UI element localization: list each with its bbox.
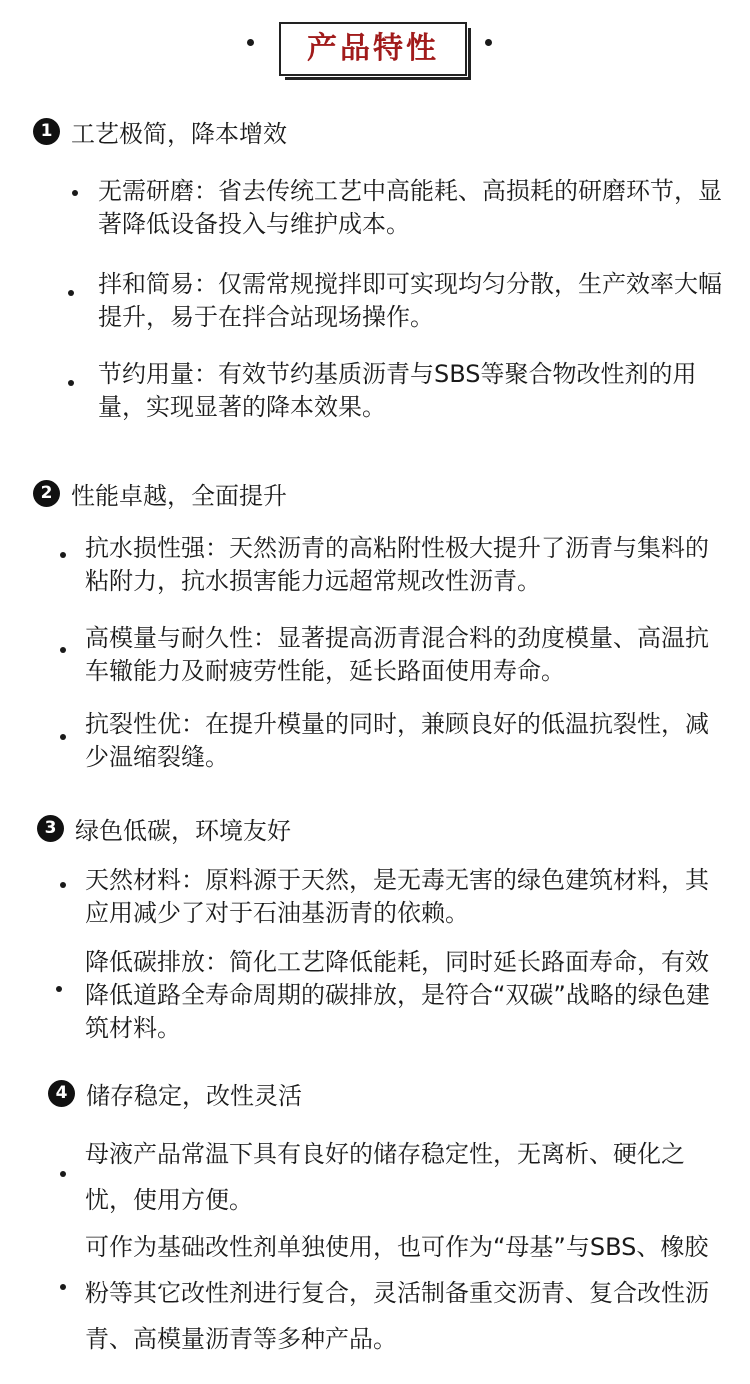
feature-item-3-2: 降低碳排放：简化工艺降低能耗，同时延长路面寿命，有效降低道路全寿命周期的碳排放，是符合“双碳”战略的绿色建筑材料。 [85,948,710,1042]
feature-item-4-1: 母液产品常温下具有良好的储存稳定性，无离析、硬化之忧，使用方便。 [85,1140,685,1214]
title-banner [0,22,750,82]
bullet-2-2 [60,647,66,653]
section-number-2: 2 [33,480,60,507]
bullet-2-1 [60,552,66,558]
bullet-4-1 [60,1171,66,1177]
bullet-3-2 [56,986,62,992]
feature-item-2-1: 抗水损性强：天然沥青的高粘附性极大提升了沥青与集料的粘附力，抗水损害能力远超常规改性沥青。 [85,534,709,595]
feature-item-4-2: 可作为基础改性剂单独使用，也可作为“母基”与SBS、橡胶粉等其它改性剂进行复合，灵活制备重交沥青、复合改性沥青、高模量沥青等多种产品。 [85,1233,709,1353]
title-dot-left [247,39,254,46]
section-title-3: 绿色低碳，环境友好 [75,816,291,845]
section-title-1: 工艺极简，降本增效 [71,119,287,148]
bullet-1-2 [68,290,74,296]
section-title-4: 储存稳定，改性灵活 [86,1081,302,1110]
section-title-2: 性能卓越，全面提升 [71,481,287,510]
feature-item-2-3: 抗裂性优：在提升模量的同时，兼顾良好的低温抗裂性，减少温缩裂缝。 [85,710,709,771]
feature-item-2-2: 高模量与耐久性：显著提高沥青混合料的劲度模量、高温抗车辙能力及耐疲劳性能，延长路面使用寿命。 [85,624,709,685]
title-frame [279,22,467,76]
title-dot-right [485,39,492,46]
feature-item-3-1: 天然材料：原料源于天然，是无毒无害的绿色建筑材料，其应用减少了对于石油基沥青的依赖。 [85,866,709,927]
feature-item-1-1: 无需研磨：省去传统工艺中高能耗、高损耗的研磨环节，显著降低设备投入与维护成本。 [98,177,722,238]
section-heading-3 [37,811,291,845]
section-heading-2 [33,476,287,510]
section-number-4: 4 [48,1080,75,1107]
bullet-1-3 [68,380,74,386]
bullet-1-1 [72,190,78,196]
bullet-2-3 [60,734,66,740]
section-number-3: 3 [37,815,64,842]
section-heading-1 [33,114,287,148]
bullet-4-2 [60,1284,66,1290]
bullet-3-1 [60,882,66,888]
feature-item-1-3: 节约用量：有效节约基质沥青与SBS等聚合物改性剂的用量，实现显著的降本效果。 [98,360,697,421]
section-heading-4 [48,1076,302,1110]
page-title: 产品特性 [307,31,439,66]
feature-item-1-2: 拌和简易：仅需常规搅拌即可实现均匀分散，生产效率大幅提升，易于在拌合站现场操作。 [98,270,722,331]
section-number-1: 1 [33,118,60,145]
